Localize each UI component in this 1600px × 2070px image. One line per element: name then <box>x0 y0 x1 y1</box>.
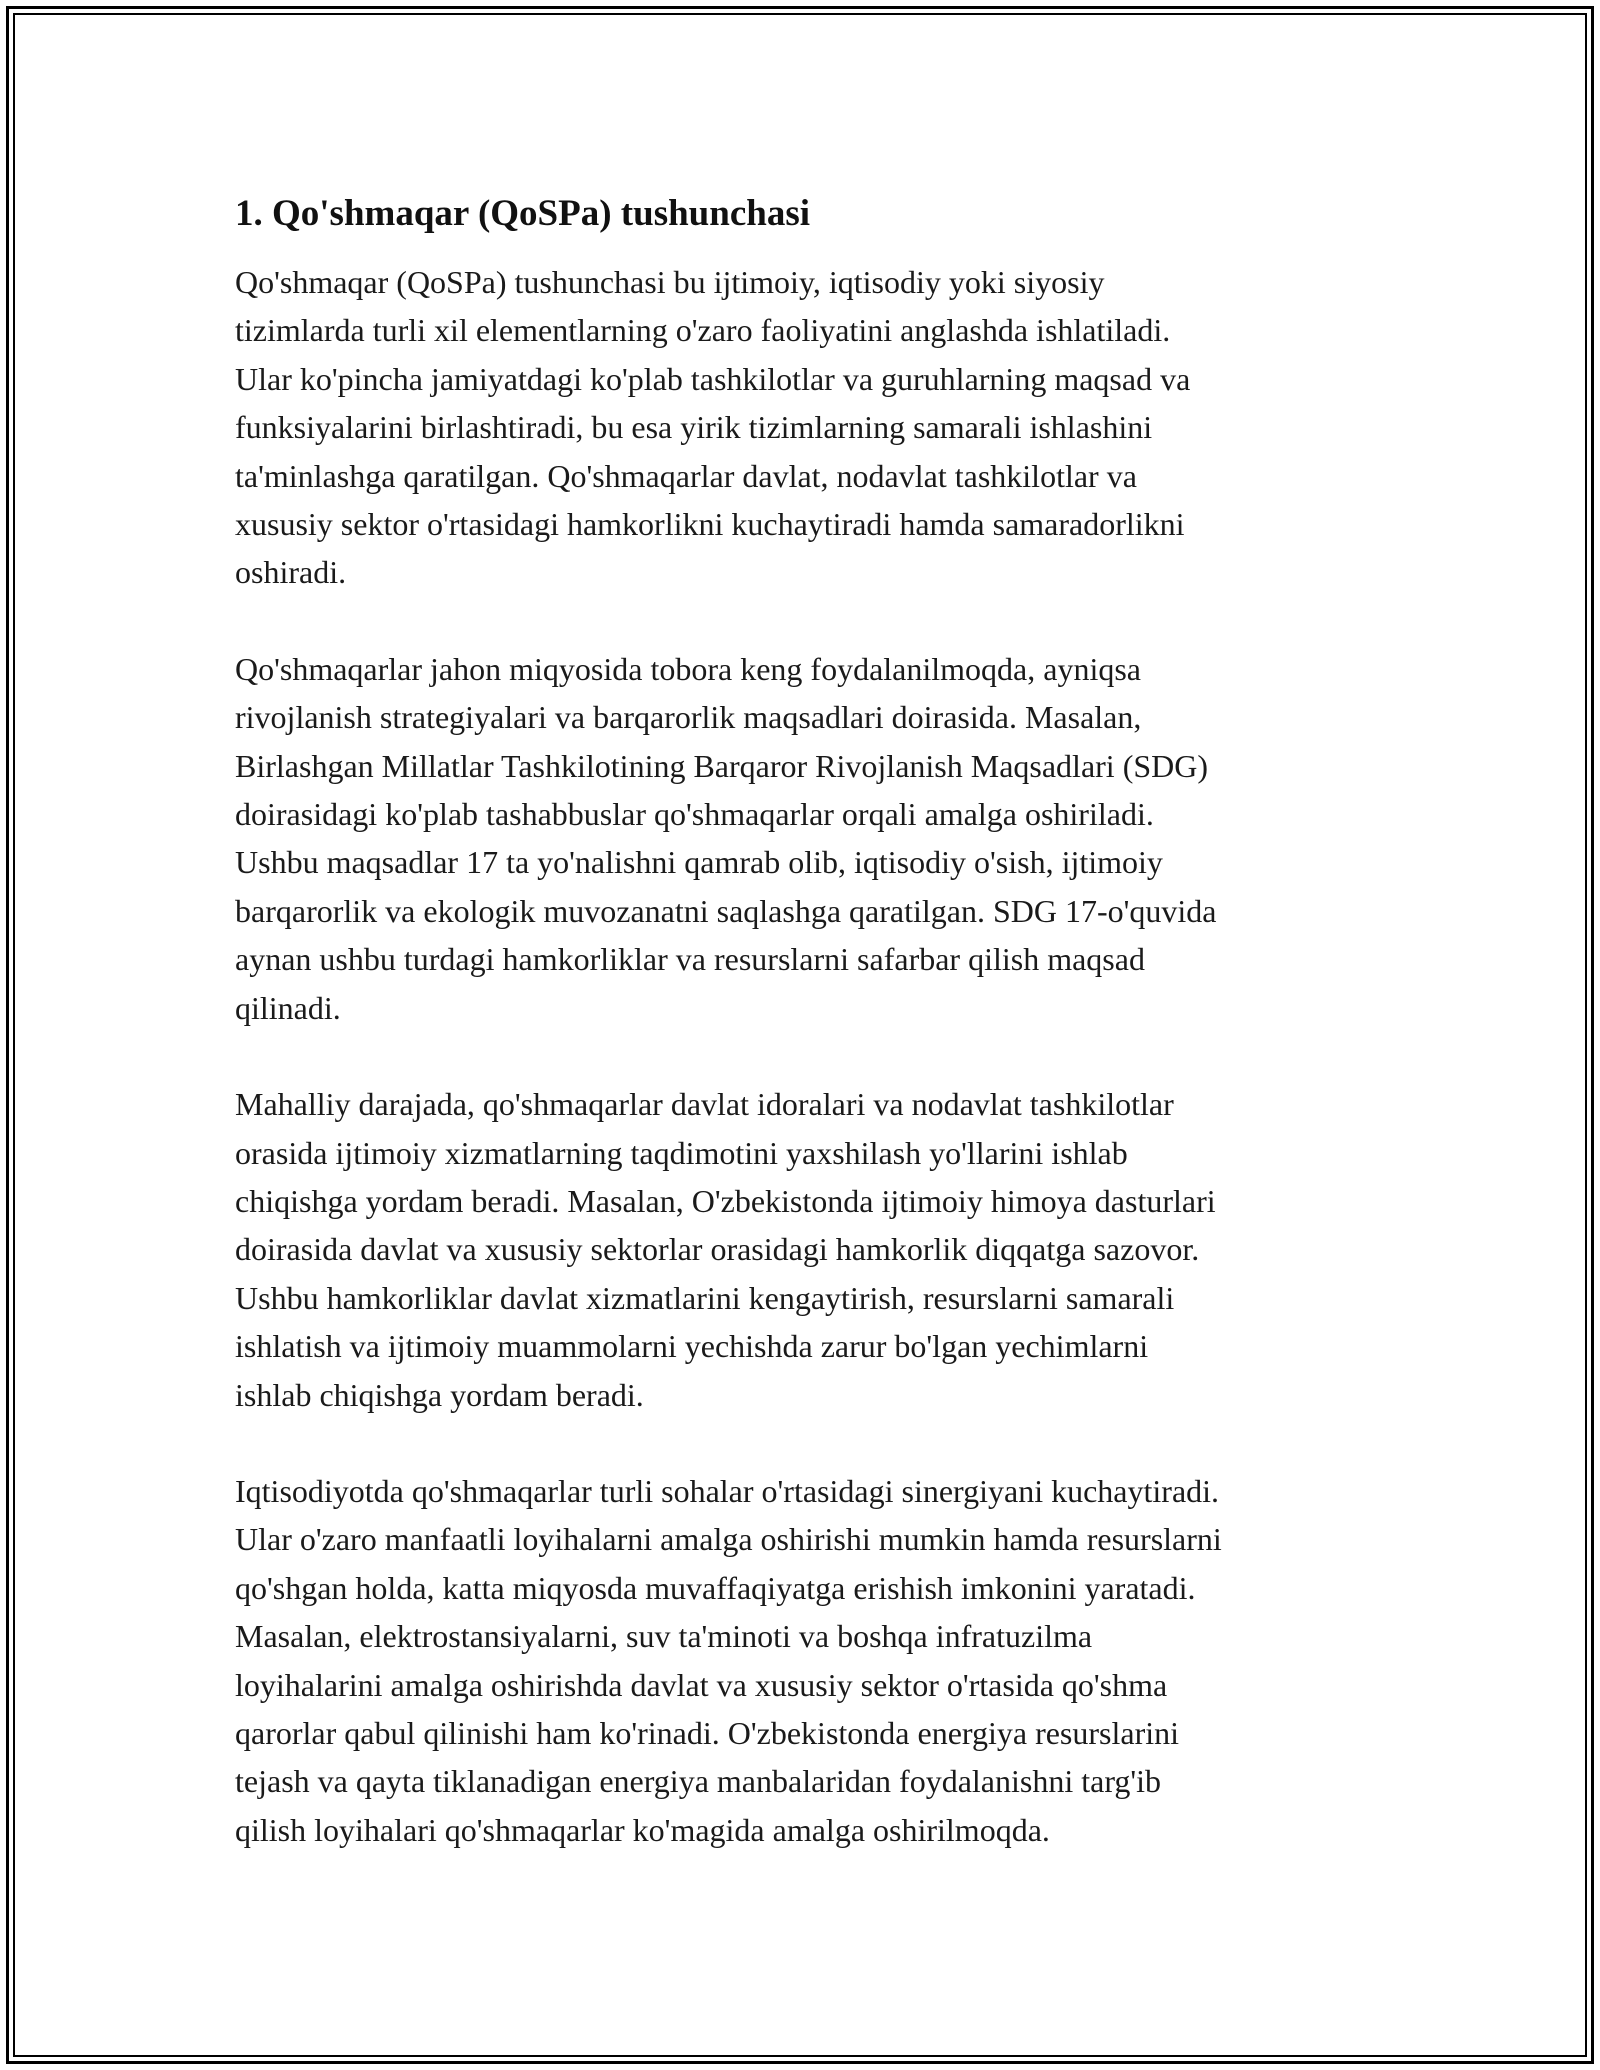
text-line: barqarorlik va ekologik muvozanatni saqlashga qaratilgan. SDG 17-o'quvida <box>235 892 1217 929</box>
text-line: loyihalarini amalga oshirishda davlat va xususiy sektor o'rtasida qo'shma <box>235 1666 1168 1703</box>
text-line: ishlatish va ijtimoiy muammolarni yechishda zarur bo'lgan yechimlarni <box>235 1328 1149 1365</box>
text-line: Masalan, elektrostansiyalarni, suv ta'minoti va boshqa infratuzilma <box>235 1618 1093 1655</box>
document-body <box>235 186 1385 1902</box>
text-line: Ushbu hamkorliklar davlat xizmatlarini kengaytirish, resurslarni samarali <box>235 1279 1175 1316</box>
text-line: Ular o'zaro manfaatli loyihalarni amalga oshirishi mumkin hamda resurslarni <box>235 1521 1222 1558</box>
text-line: oshiradi. <box>235 554 347 591</box>
text-line: Qo'shmaqarlar jahon miqyosida tobora keng foydalanilmoqda, ayniqsa <box>235 650 1141 687</box>
text-line: qo'shgan holda, katta miqyosda muvaffaqiyatga erishish imkonini yaratadi. <box>235 1569 1196 1606</box>
section-heading: 1. Qo'shmaqar (QoSPa) tushunchasi <box>235 193 810 234</box>
text-line: rivojlanish strategiyalari va barqarorlik maqsadlari doirasida. Masalan, <box>235 699 1142 736</box>
text-line: doirasida davlat va xususiy sektorlar orasidagi hamkorlik diqqatga sazovor. <box>235 1231 1200 1268</box>
paragraph-1 <box>235 258 1385 597</box>
text-line: aynan ushbu turdagi hamkorliklar va resurslarni safarbar qilish maqsad <box>235 941 1145 978</box>
text-line: xususiy sektor o'rtasidagi hamkorlikni kuchaytiradi hamda samaradorlikni <box>235 506 1185 543</box>
text-line: qilinadi. <box>235 989 341 1026</box>
paragraph-2 <box>235 645 1385 1032</box>
text-line: orasida ijtimoiy xizmatlarning taqdimotini yaxshilash yo'llarini ishlab <box>235 1134 1128 1171</box>
text-line: chiqishga yordam beradi. Masalan, O'zbekistonda ijtimoiy himoya dasturlari <box>235 1182 1216 1219</box>
text-line: ishlab chiqishga yordam beradi. <box>235 1376 644 1413</box>
text-line: qarorlar qabul qilinishi ham ko'rinadi. O'zbekistonda energiya resurslarini <box>235 1714 1180 1751</box>
text-line: tejash va qayta tiklanadigan energiya manbalaridan foydalanishni targ'ib <box>235 1763 1162 1800</box>
text-line: funksiyalarini birlashtiradi, bu esa yirik tizimlarning samarali ishlashini <box>235 409 1153 446</box>
text-line: tizimlarda turli xil elementlarning o'zaro faoliyatini anglashda ishlatiladi. <box>235 312 1171 349</box>
text-line: Ular ko'pincha jamiyatdagi ko'plab tashkilotlar va guruhlarning maqsad va <box>235 360 1191 397</box>
text-line: Iqtisodiyotda qo'shmaqarlar turli sohalar o'rtasidagi sinergiyani kuchaytiradi. <box>235 1472 1220 1509</box>
text-line: doirasidagi ko'plab tashabbuslar qo'shmaqarlar orqali amalga oshiriladi. <box>235 796 1154 833</box>
text-line: ta'minlashga qaratilgan. Qo'shmaqarlar davlat, nodavlat tashkilotlar va <box>235 457 1137 494</box>
text-line: Qo'shmaqar (QoSPa) tushunchasi bu ijtimoiy, iqtisodiy yoki siyosiy <box>235 264 1105 300</box>
paragraph-3 <box>235 1080 1385 1419</box>
text-line: qilish loyihalari qo'shmaqarlar ko'magida amalga oshirilmoqda. <box>235 1811 1050 1848</box>
text-line: Birlashgan Millatlar Tashkilotining Barqaror Rivojlanish Maqsadlari (SDG) <box>235 747 1209 784</box>
text-line: Ushbu maqsadlar 17 ta yo'nalishni qamrab olib, iqtisodiy o'sish, ijtimoiy <box>235 844 1163 881</box>
paragraph-4 <box>235 1467 1385 1854</box>
text-line: Mahalliy darajada, qo'shmaqarlar davlat idoralari va nodavlat tashkilotlar <box>235 1086 1174 1123</box>
